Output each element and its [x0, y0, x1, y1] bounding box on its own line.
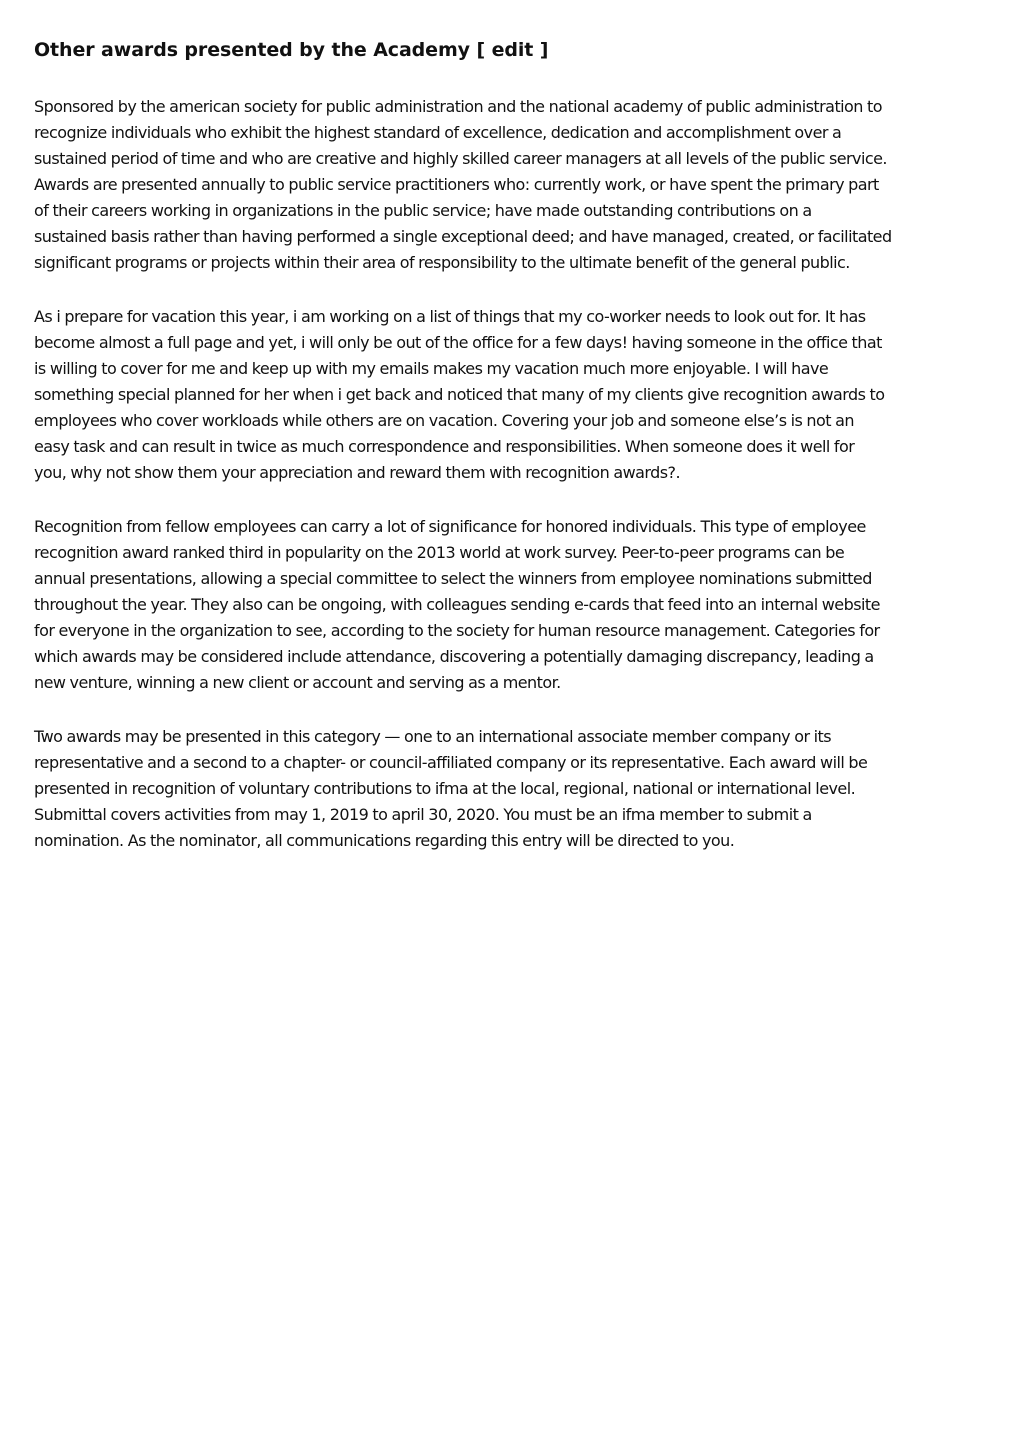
- paragraph-line: is willing to cover for me and keep up with my emails makes my vacation much more enjoyable. I will have: [34, 359, 829, 378]
- paragraph-line: become almost a full page and yet, i will only be out of the office for a few days! having someone in the office that: [34, 333, 882, 352]
- paragraph-2: [34, 304, 990, 486]
- paragraph-line: which awards may be considered include attendance, discovering a potentially damaging discrepancy, leading a: [34, 647, 874, 666]
- paragraph-line: representative and a second to a chapter- or council-affiliated company or its representative. Each award will be: [34, 753, 868, 772]
- paragraph-line: recognition award ranked third in popularity on the 2013 world at work survey. Peer-to-peer programs can be: [34, 543, 845, 562]
- paragraph-line: significant programs or projects within their area of responsibility to the ultimate benefit of the general public.: [34, 253, 850, 272]
- paragraph-line: throughout the year. They also can be ongoing, with colleagues sending e-cards that feed into an internal website: [34, 595, 880, 614]
- paragraph-3: [34, 514, 990, 696]
- paragraph-line: of their careers working in organizations in the public service; have made outstanding contributions on a: [34, 201, 812, 220]
- paragraph-line: sustained period of time and who are creative and highly skilled career managers at all levels of the public service.: [34, 149, 887, 168]
- paragraph-line: something special planned for her when i get back and noticed that many of my clients give recognition awards to: [34, 385, 885, 404]
- paragraph-1: [34, 94, 990, 276]
- paragraph-line: Sponsored by the american society for public administration and the national academy of public administration to: [34, 97, 882, 116]
- paragraph-line: As i prepare for vacation this year, i am working on a list of things that my co-worker needs to look out for. It has: [34, 307, 866, 326]
- paragraph-line: Two awards may be presented in this category — one to an international associate member company or its: [34, 727, 832, 746]
- paragraph-line: annual presentations, allowing a special committee to select the winners from employee nominations submitted: [34, 569, 872, 588]
- paragraph-line: sustained basis rather than having performed a single exceptional deed; and have managed, created, or facilitated: [34, 227, 892, 246]
- paragraph-line: Submittal covers activities from may 1, 2019 to april 30, 2020. You must be an ifma member to submit a: [34, 805, 812, 824]
- paragraph-line: new venture, winning a new client or account and serving as a mentor.: [34, 673, 561, 692]
- paragraph-line: Recognition from fellow employees can carry a lot of significance for honored individuals. This type of employee: [34, 517, 866, 536]
- paragraph-line: employees who cover workloads while others are on vacation. Covering your job and someone else’s is not an: [34, 411, 854, 430]
- section-heading: Other awards presented by the Academy [ edit ]: [34, 39, 549, 61]
- paragraph-line: Awards are presented annually to public service practitioners who: currently work, or have spent the primary part: [34, 175, 879, 194]
- paragraph-4: [34, 724, 990, 854]
- paragraph-line: for everyone in the organization to see, according to the society for human resource management. Categories for: [34, 621, 880, 640]
- paragraph-line: nomination. As the nominator, all communications regarding this entry will be directed to you.: [34, 831, 735, 850]
- paragraph-line: presented in recognition of voluntary contributions to ifma at the local, regional, national or international level.: [34, 779, 856, 798]
- paragraph-line: easy task and can result in twice as much correspondence and responsibilities. When someone does it well for: [34, 437, 855, 456]
- paragraph-line: you, why not show them your appreciation and reward them with recognition awards?.: [34, 463, 680, 482]
- paragraph-line: recognize individuals who exhibit the highest standard of excellence, dedication and accomplishment over a: [34, 123, 842, 142]
